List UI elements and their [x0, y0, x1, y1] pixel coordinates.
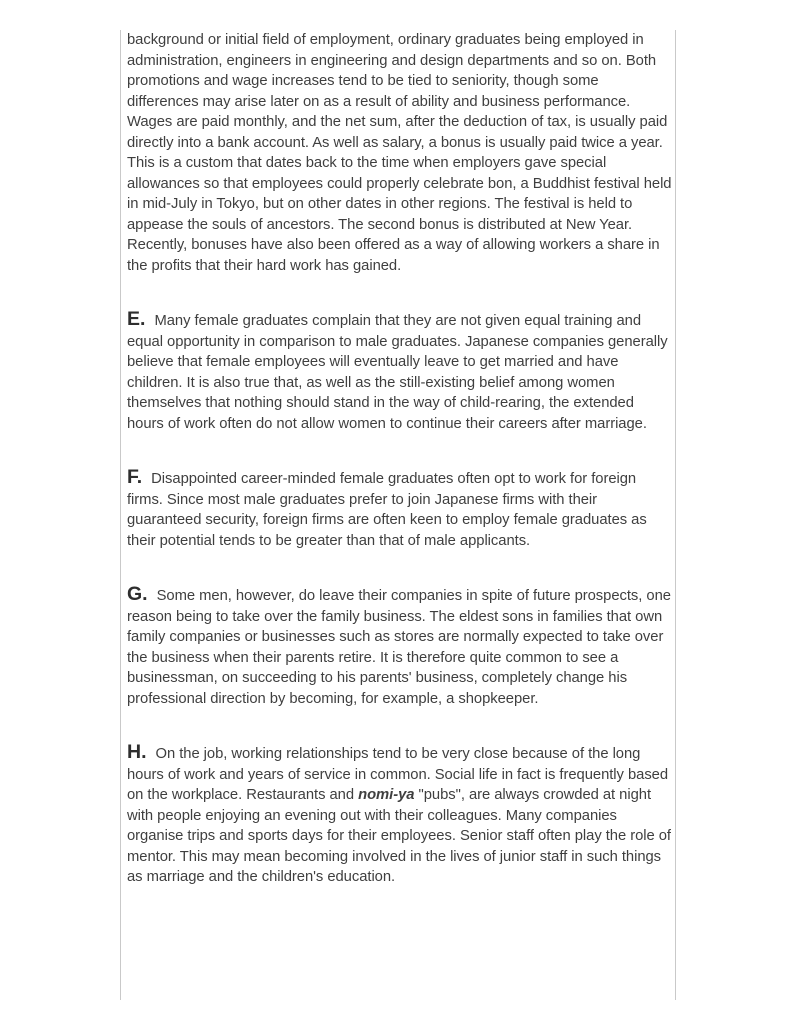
body-text: Some men, however, do leave their companies in spite of future prospects, one reason being to take over the family business. The eldest sons in families that own family companies or businesses such as stores are normally expected to take over the business when their parents retire. It is therefore quite common to see a businessman, on succeeding to his parents' business, completely change his professional direction by becoming, for example, a shopkeeper.: [127, 588, 671, 707]
paragraph-continuation: [127, 30, 673, 276]
body-text: background or initial field of employment, ordinary graduates being employed in administration, engineers in engineering and design departments and so on. Both promotions and wage increases tend to be tied to seniority, though some differences may arise later on as a result of ability and business performance. Wages are paid monthly, and the net sum, after the deduction of tax, is usually paid directly into a bank account. As well as salary, a bonus is usually paid twice a year. This is a custom that dates back to the time when employers gave special allowances so that employees could properly celebrate bon, a Buddhist festival held in mid-July in Tokyo, but on other dates in other regions. The festival is held to appease the souls of ancestors. The second bonus is distributed at New Year. Recently, bonuses have also been offered as a way of allowing workers a share in the profits that their hard work has gained.: [127, 32, 672, 274]
paragraph-label-H: H.: [127, 741, 147, 763]
paragraph-G: [127, 584, 673, 709]
paragraph-H: [127, 742, 673, 888]
body-text: On the job, working relationships tend to be very close because of the long hours of work and years of service in common. Social life in fact is frequently based on the workplace. Restaurants and: [127, 746, 669, 803]
body-text: "pubs", are always crowded at night with people enjoying an evening out with their colleagues. Many companies organise trips and sports days for their employees. Senior staff often play the role of mentor. This may mean becoming involved in the lives of junior staff in such things as marriage and the children's education.: [127, 787, 671, 885]
emphasis-term: nomi-ya: [358, 787, 415, 803]
paragraph-label-F: F.: [127, 466, 143, 488]
page-border-left: [120, 30, 121, 1000]
page-text-column: [127, 30, 673, 888]
paragraph-F: [127, 467, 673, 551]
body-text: Many female graduates complain that they are not given equal training and equal opportunity in comparison to male graduates. Japanese companies generally believe that female employees will eventually leave to get married and have children. It is also true that, as well as the still-existing belief among women themselves that nothing should stand in the way of child-rearing, the extended hours of work often do not allow women to continue their careers after marriage.: [127, 313, 668, 432]
paragraph-E: [127, 309, 673, 434]
paragraph-label-G: G.: [127, 583, 148, 605]
page-border-right: [675, 30, 676, 1000]
body-text: Disappointed career-minded female graduates often opt to work for foreign firms. Since most male graduates prefer to join Japanese firms with their guaranteed security, foreign firms are often keen to employ female graduates as their potential tends to be greater than that of male applicants.: [127, 471, 647, 549]
paragraph-label-E: E.: [127, 308, 146, 330]
